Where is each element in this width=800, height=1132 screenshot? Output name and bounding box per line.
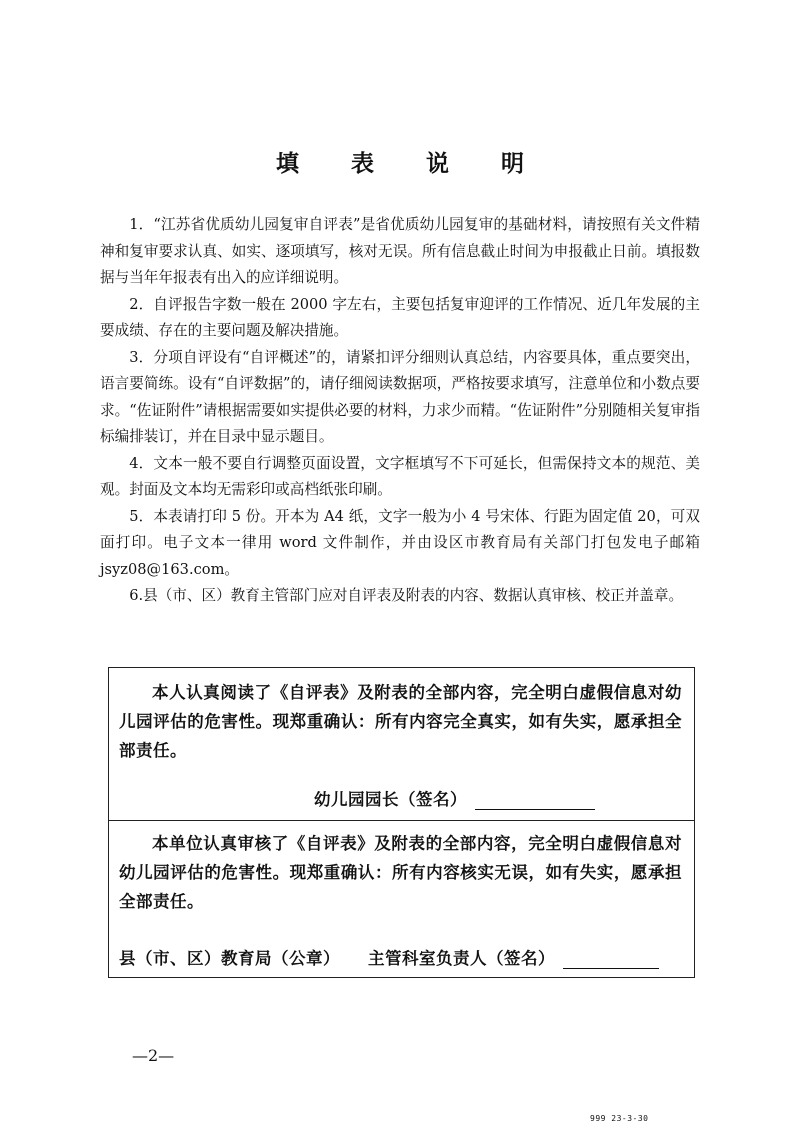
principal-signature-field[interactable] [475,789,595,810]
principal-declaration [109,668,694,821]
footer-code: 999 23-3-30 [590,1114,649,1123]
bureau-declaration [109,821,694,977]
instructions-list [100,212,700,610]
page-number: —2— [132,1046,175,1065]
bureau-declaration-text: 本单位认真审核了《自评表》及附表的全部内容，完全明白虚假信息对幼儿园评估的危害性。现郑重确认：所有内容核实无误，如有失实，愿承担全部责任。 [119,834,682,911]
declaration-box [108,667,695,978]
bureau-seal-label: 县（市、区）教育局（公章） [119,949,340,968]
bureau-signature-line [119,945,659,969]
instruction-item: 5．本表请打印 5 份。开本为 A4 纸，文字一般为小 4 号宋体、行距为固定值 20，可双面打印。电子文本一律用 word 文件制作，并由设区市教育局有关部门打包发电子邮箱 jsyz08@163.com。 [100,507,700,578]
instruction-item: 3．分项自评设有“自评概述”的，请紧扣评分细则认真总结，内容要具体，重点要突出，语言要简练。设有“自评数据”的，请仔细阅读数据项，严格按要求填写，注意单位和小数点要求。“佐证附件”请根据需要如实提供必要的材料，力求少而精。“佐证附件”分别随相关复审指标编排装订，并在目录中显示题目。 [100,348,700,445]
page-title: 填 表 说 明 [275,150,547,177]
instruction-item: 4．文本一般不要自行调整页面设置，文字框填写不下可延长，但需保持文本的规范、美观。封面及文本均无需彩印或高档纸张印刷。 [100,454,700,498]
principal-sign-label: 幼儿园园长（签名） [314,790,467,809]
instruction-item: 1．“江苏省优质幼儿园复审自评表”是省优质幼儿园复审的基础材料，请按照有关文件精神和复审要求认真、如实、逐项填写，核对无误。所有信息截止时间为申报截止日前。填报数据与当年年报表有出入的应详细说明。 [100,216,700,286]
instruction-item: 6.县（市、区）教育主管部门应对自评表及附表的内容、数据认真审核、校正并盖章。 [129,587,684,604]
bureau-signature-field[interactable] [563,948,659,969]
instruction-item: 2．自评报告字数一般在 2000 字左右，主要包括复审迎评的工作情况、近几年发展的主要成绩、存在的主要问题及解决措施。 [100,295,700,339]
principal-signature-line [314,786,595,810]
principal-declaration-text: 本人认真阅读了《自评表》及附表的全部内容，完全明白虚假信息对幼儿园评估的危害性。现郑重确认：所有内容完全真实，如有失实，愿承担全部责任。 [119,683,682,760]
bureau-sign-label: 主管科室负责人（签名） [368,949,555,968]
